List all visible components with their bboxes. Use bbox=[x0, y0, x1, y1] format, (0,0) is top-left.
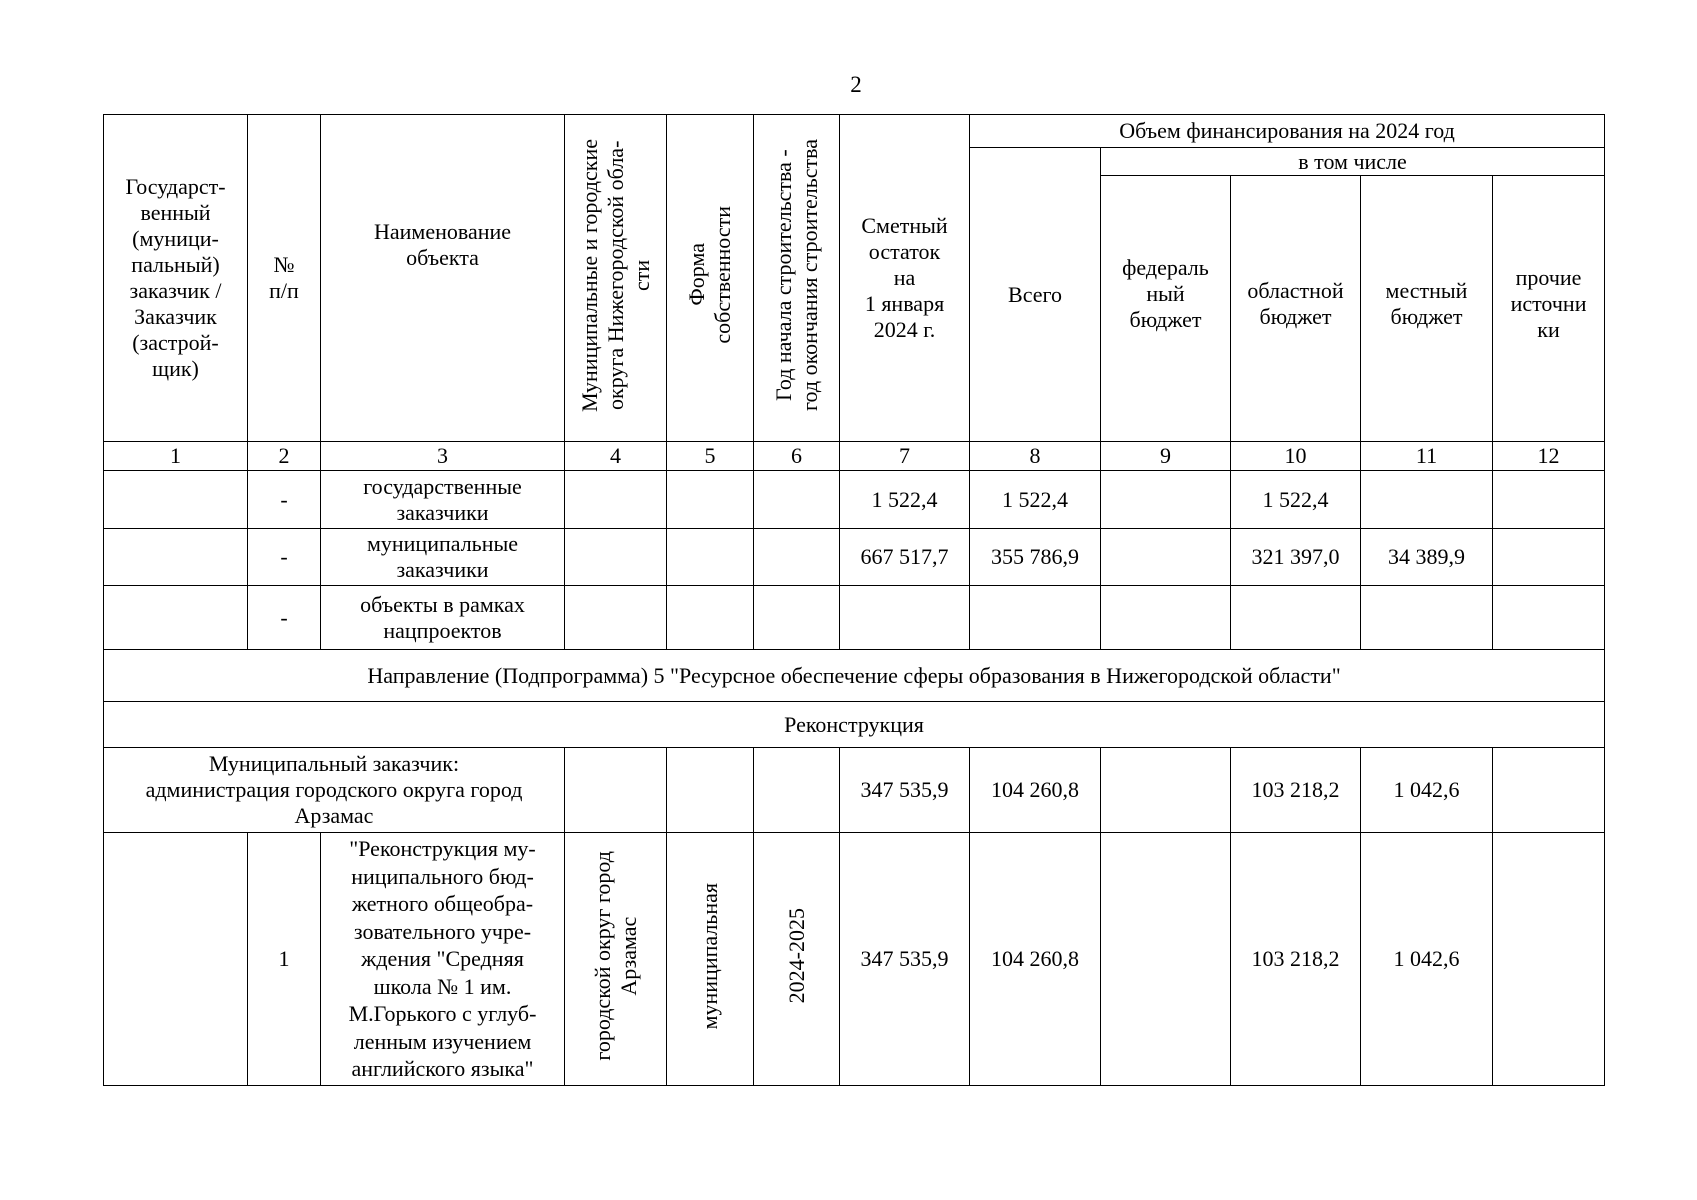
object-years: 2024-2025 bbox=[783, 908, 809, 1004]
cell-federal bbox=[1101, 529, 1231, 586]
cell-municipality bbox=[565, 471, 667, 529]
cell-years bbox=[754, 833, 840, 1086]
cell-federal bbox=[1101, 586, 1231, 650]
cell-total: 1 522,4 bbox=[970, 471, 1101, 529]
cell-other bbox=[1493, 471, 1605, 529]
column-number: 4 bbox=[565, 442, 667, 471]
header-funding-group: Объем финансирования на 2024 год bbox=[970, 115, 1605, 148]
column-number: 8 bbox=[970, 442, 1101, 471]
cell-years bbox=[754, 748, 840, 833]
cell-regional: 103 218,2 bbox=[1231, 833, 1361, 1086]
header-local: местный бюджет bbox=[1361, 176, 1493, 442]
cell-ownership bbox=[667, 586, 754, 650]
header-regional: областной бюджет bbox=[1231, 176, 1361, 442]
object-ownership: муниципальная bbox=[697, 882, 722, 1030]
cell-num: - bbox=[248, 586, 321, 650]
object-municipality: городской округ город Арзамас bbox=[589, 851, 641, 1061]
cell-total: 355 786,9 bbox=[970, 529, 1101, 586]
header-balance: Сметный остаток на 1 января 2024 г. bbox=[840, 115, 970, 442]
header-municipality-text: Муниципальные и городские округа Нижегородской обла- сти bbox=[576, 138, 654, 412]
cell-balance: 347 535,9 bbox=[840, 748, 970, 833]
cell-num: - bbox=[248, 529, 321, 586]
cell-local bbox=[1361, 586, 1493, 650]
financing-table bbox=[103, 114, 1605, 1086]
header-years bbox=[754, 115, 840, 442]
cell-customer bbox=[104, 833, 248, 1086]
cell-local: 1 042,6 bbox=[1361, 748, 1493, 833]
cell-local: 1 042,6 bbox=[1361, 833, 1493, 1086]
cell-local bbox=[1361, 471, 1493, 529]
cell-local: 34 389,9 bbox=[1361, 529, 1493, 586]
cell-name: объекты в рамках нацпроектов bbox=[321, 586, 565, 650]
cell-municipality bbox=[565, 833, 667, 1086]
cell-ownership bbox=[667, 833, 754, 1086]
column-number: 6 bbox=[754, 442, 840, 471]
table-row bbox=[104, 529, 1605, 586]
header-name: Наименование объекта bbox=[321, 115, 565, 442]
cell-years bbox=[754, 586, 840, 650]
cell-customer bbox=[104, 471, 248, 529]
header-federal: федераль ный бюджет bbox=[1101, 176, 1231, 442]
cell-federal bbox=[1101, 833, 1231, 1086]
column-number: 5 bbox=[667, 442, 754, 471]
cell-balance: 347 535,9 bbox=[840, 833, 970, 1086]
cell-other bbox=[1493, 586, 1605, 650]
cell-num: - bbox=[248, 471, 321, 529]
customer-row bbox=[104, 748, 1605, 833]
object-name: "Реконструкция му- ниципального бюд- жетного общеобра- зовательного учре- ждения "Средняя школа № 1 им. М.Горького с углуб- ленным изучением английского языка" bbox=[321, 833, 565, 1086]
cell-num: 1 bbox=[248, 833, 321, 1086]
cell-years bbox=[754, 529, 840, 586]
cell-customer bbox=[104, 529, 248, 586]
header-customer: Государст- венный (муници- пальный) заказчик / Заказчик (застрой- щик) bbox=[104, 115, 248, 442]
table-row bbox=[104, 471, 1605, 529]
table-row bbox=[104, 586, 1605, 650]
section-direction: Направление (Подпрограмма) 5 "Ресурсное обеспечение сферы образования в Нижегородской области" bbox=[104, 650, 1605, 702]
cell-municipality bbox=[565, 586, 667, 650]
cell-ownership bbox=[667, 748, 754, 833]
cell-federal bbox=[1101, 748, 1231, 833]
cell-municipality bbox=[565, 529, 667, 586]
cell-balance: 1 522,4 bbox=[840, 471, 970, 529]
header-years-text: Год начала строительства - год окончания строительства bbox=[770, 139, 822, 411]
page-number: 2 bbox=[850, 72, 862, 97]
cell-other bbox=[1493, 529, 1605, 586]
cell-municipality bbox=[565, 748, 667, 833]
header-including: в том числе bbox=[1101, 148, 1605, 176]
cell-regional: 1 522,4 bbox=[1231, 471, 1361, 529]
cell-total: 104 260,8 bbox=[970, 833, 1101, 1086]
cell-regional: 103 218,2 bbox=[1231, 748, 1361, 833]
column-number: 3 bbox=[321, 442, 565, 471]
cell-regional bbox=[1231, 586, 1361, 650]
column-number: 9 bbox=[1101, 442, 1231, 471]
header-ownership-text: Форма собственности bbox=[684, 206, 735, 344]
cell-balance bbox=[840, 586, 970, 650]
header-total: Всего bbox=[970, 148, 1101, 442]
cell-other bbox=[1493, 748, 1605, 833]
column-number: 7 bbox=[840, 442, 970, 471]
cell-total bbox=[970, 586, 1101, 650]
cell-name: муниципальные заказчики bbox=[321, 529, 565, 586]
object-row bbox=[104, 833, 1605, 1086]
cell-years bbox=[754, 471, 840, 529]
header-municipality bbox=[565, 115, 667, 442]
cell-customer bbox=[104, 586, 248, 650]
cell-regional: 321 397,0 bbox=[1231, 529, 1361, 586]
cell-other bbox=[1493, 833, 1605, 1086]
cell-balance: 667 517,7 bbox=[840, 529, 970, 586]
cell-ownership bbox=[667, 529, 754, 586]
cell-total: 104 260,8 bbox=[970, 748, 1101, 833]
section-type: Реконструкция bbox=[104, 702, 1605, 748]
cell-name: государственные заказчики bbox=[321, 471, 565, 529]
cell-federal bbox=[1101, 471, 1231, 529]
column-number: 12 bbox=[1493, 442, 1605, 471]
column-number: 2 bbox=[248, 442, 321, 471]
column-number: 10 bbox=[1231, 442, 1361, 471]
header-num: № п/п bbox=[248, 115, 321, 442]
column-number: 1 bbox=[104, 442, 248, 471]
customer-label: Муниципальный заказчик: администрация городского округа город Арзамас bbox=[104, 748, 565, 833]
header-other: прочие источни ки bbox=[1493, 176, 1605, 442]
cell-ownership bbox=[667, 471, 754, 529]
header-ownership bbox=[667, 115, 754, 442]
column-number: 11 bbox=[1361, 442, 1493, 471]
